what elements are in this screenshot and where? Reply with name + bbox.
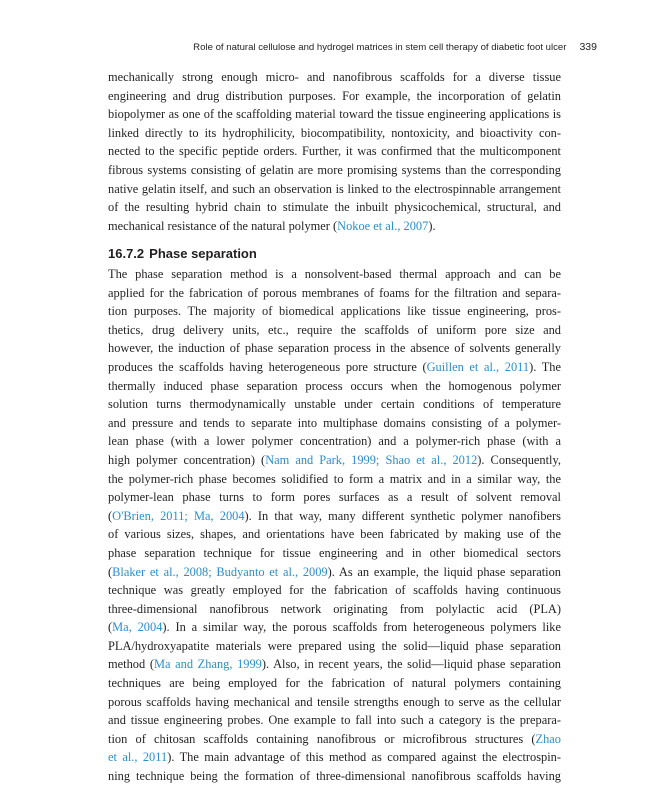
paragraph-2 bbox=[108, 265, 561, 786]
citation-link[interactable]: Nokoe et al., 2007 bbox=[337, 218, 429, 233]
text-line: et al., 2011). The main advantage of this method as compared against the electrospin- bbox=[108, 750, 561, 765]
text-line: method (Ma and Zhang, 1999). Also, in recent years, the solid—liquid phase separation bbox=[108, 657, 562, 672]
text-line: ning technique being the formation of three-dimensional nanofibrous scaffolds having bbox=[108, 769, 561, 784]
text-line: native gelatin itself, and such an observation is linked to the electrospinnable arrangement bbox=[108, 181, 561, 196]
text-line: the polymer-rich phase becomes solidified to form a matrix and in a similar way, the bbox=[108, 471, 561, 486]
citation-link[interactable]: Nam and Park, 1999; Shao et al., 2012 bbox=[265, 452, 478, 467]
text-line: linked directly to its hydrophilicity, biocompatibility, nontoxicity, and bioactivity con- bbox=[108, 125, 561, 140]
text-line: produces the scaffolds having heterogeneous pore structure (Guillen et al., 2011). The bbox=[108, 359, 561, 374]
text-line: mechanically strong enough micro- and nanofibrous scaffolds for a diverse tissue bbox=[108, 70, 561, 84]
page-header bbox=[108, 41, 597, 53]
text-line: polymer-lean phase turns to form pores surfaces as a result of solvent removal bbox=[108, 490, 561, 505]
section-number: 16.7.2 bbox=[108, 246, 145, 261]
text-line: lean phase (with a lower polymer concentration) and a polymer-rich phase (with a bbox=[108, 434, 561, 449]
text-line: three-dimensional nanofibrous network originating from polylactic acid (PLA) bbox=[108, 601, 561, 616]
paragraph-1 bbox=[108, 68, 561, 235]
text-line: engineering and drug distribution purposes. For example, the incorporation of gelatin bbox=[108, 88, 561, 103]
citation-link[interactable]: Blaker et al., 2008; Budyanto et al., 2009 bbox=[112, 564, 328, 579]
text-line: technique was greatly employed for the fabrication of scaffolds having continuous bbox=[108, 583, 561, 598]
text-line: and pressure and tends to separate into multiphase domains consisting of a polymer- bbox=[108, 415, 561, 430]
citation-link[interactable]: et al., 2011 bbox=[108, 750, 168, 765]
text-line: of various sizes, shapes, and orientations have been fabricated by making use of the bbox=[108, 527, 561, 542]
text-line: mechanical resistance of the natural polymer (Nokoe et al., 2007). bbox=[108, 218, 436, 233]
section-title: Phase separation bbox=[149, 246, 257, 261]
page-number: 339 bbox=[579, 41, 597, 53]
text-line: The phase separation method is a nonsolvent-based thermal approach and can be bbox=[108, 267, 561, 281]
text-line: phase separation technique for tissue engineering and in other biomedical sectors bbox=[108, 545, 561, 560]
citation-link[interactable]: Ma, 2004 bbox=[112, 620, 163, 635]
text-line: tion of chitosan scaffolds containing nanofibrous or microfibrous structures (Zhao bbox=[108, 731, 561, 746]
text-line: (O'Brien, 2011; Ma, 2004). In that way, many different synthetic polymer nanofibers bbox=[108, 508, 561, 523]
text-line: solution turns thermodynamically unstable under certain conditions of temperature bbox=[108, 397, 561, 412]
section-heading bbox=[108, 246, 257, 261]
text-line: of the resulting hybrid chain to stimulate the inbuilt physicochemical, structural, and bbox=[108, 200, 561, 215]
text-line: and tissue engineering probes. One example to fall into such a category is the prepara- bbox=[108, 713, 561, 728]
text-line: (Blaker et al., 2008; Budyanto et al., 2009). As an example, the liquid phase separation bbox=[108, 564, 562, 579]
running-title: Role of natural cellulose and hydrogel matrices in stem cell therapy of diabetic foot ulcer bbox=[193, 42, 567, 53]
text-line: applied for the fabrication of porous membranes of foams for the filtration and separa- bbox=[108, 285, 561, 300]
citation-link[interactable]: Zhao bbox=[535, 731, 561, 746]
text-line: however, the induction of phase separation process in the absence of solvents generally bbox=[108, 341, 561, 356]
text-line: (Ma, 2004). In a similar way, the porous scaffolds from heterogeneous polymers like bbox=[108, 620, 561, 635]
text-line: techniques are being employed for the fabrication of natural polymers containing bbox=[108, 676, 561, 691]
text-line: fibrous systems consisting of gelatin are more promising systems than the corresponding bbox=[108, 162, 561, 177]
text-line: thetics, drug delivery units, etc., require the scaffolds of uniform pore size and bbox=[108, 322, 561, 337]
text-line: PLA/hydroxyapatite materials were prepared using the solid—liquid phase separation bbox=[108, 638, 561, 653]
text-line: porous scaffolds having mechanical and tensile strengths enough to serve as the cellular bbox=[108, 694, 561, 709]
text-line: high polymer concentration) (Nam and Park, 1999; Shao et al., 2012). Consequently, bbox=[108, 452, 561, 467]
text-line: nected to the specific peptide orders. Further, it was confirmed that the multicomponent bbox=[108, 144, 561, 159]
citation-link[interactable]: O'Brien, 2011; Ma, 2004 bbox=[112, 508, 245, 523]
text-line: thermally induced phase separation process occurs when the homogenous polymer bbox=[108, 378, 561, 393]
citation-link[interactable]: Ma and Zhang, 1999 bbox=[153, 657, 262, 672]
text-line: biopolymer as one of the scaffolding material toward the tissue engineering applications is bbox=[108, 107, 561, 122]
citation-link[interactable]: Guillen et al., 2011 bbox=[426, 359, 530, 374]
text-line: tion purposes. The majority of biomedical applications like tissue engineering, pros- bbox=[108, 304, 561, 319]
